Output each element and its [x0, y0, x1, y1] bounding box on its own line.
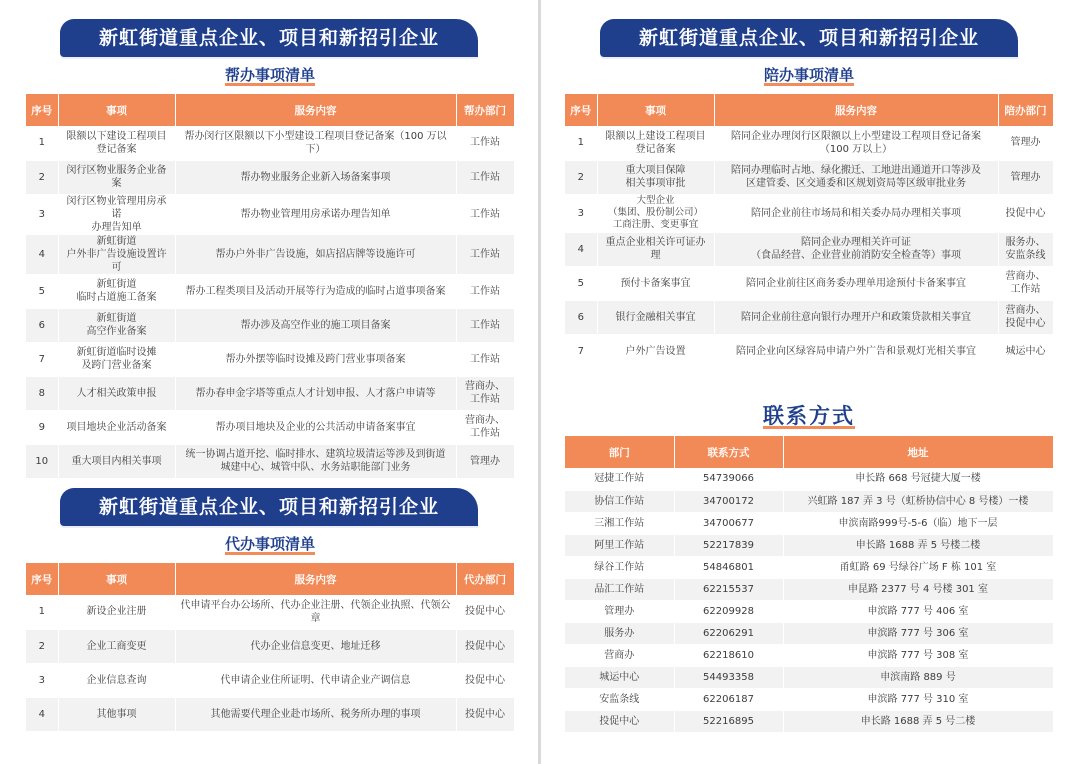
table-cell: 10	[26, 444, 58, 478]
table-row	[565, 334, 1053, 368]
table-cell: 申滨路 777 号 308 室	[783, 644, 1053, 666]
table-cell: 帮办项目地块及企业的公共活动申请备案事宜	[175, 410, 456, 444]
column-header: 服务内容	[175, 563, 456, 595]
table-cell: 5	[565, 266, 597, 300]
table-cell: 管理办	[565, 600, 674, 622]
table-cell: 2	[26, 160, 58, 194]
table-cell: 2	[565, 160, 597, 194]
table-cell: 1	[26, 126, 58, 160]
table-cell: 服务办	[565, 622, 674, 644]
table-cell: 申滨南路 889 号	[783, 666, 1053, 688]
table-cell: 品汇工作站	[565, 578, 674, 600]
table-cell: 1	[26, 595, 58, 629]
table-cell: 6	[565, 300, 597, 334]
table-cell: 营商办	[565, 644, 674, 666]
table-cell: 申滨路 777 号 406 室	[783, 600, 1053, 622]
table-cell: 投促中心	[456, 629, 514, 663]
column-header: 事项	[58, 94, 175, 126]
table-cell: 52217839	[674, 534, 783, 556]
table-cell: 代申请企业住所证明、代申请企业产调信息	[175, 663, 456, 697]
table-cell: 54493358	[674, 666, 783, 688]
table-cell: 工作站	[456, 274, 514, 308]
table-cell: 工作站	[456, 126, 514, 160]
table-cell: 城运中心	[998, 334, 1053, 368]
help-list-title: 帮办事项清单	[224, 66, 315, 84]
table-cell: 银行金融相关事宜	[597, 300, 714, 334]
table-cell: 重大项目内相关事项	[58, 444, 175, 478]
table-cell: 营商办、 工作站	[998, 266, 1053, 300]
table-row	[565, 194, 1053, 232]
table-cell: 新虹街道 户外非广告设施设置许可	[58, 234, 175, 274]
table-row	[26, 342, 514, 376]
table-cell: 帮办春申金字塔等重点人才计划申报、人才落户申请等	[175, 376, 456, 410]
table-cell: 陪同企业办理相关许可证 （食品经营、企业营业前消防安全检查等）事项	[714, 232, 998, 266]
table-row	[26, 126, 514, 160]
table-cell: 兴虹路 187 弄 3 号（虹桥协信中心 8 号楼）一楼	[783, 490, 1053, 512]
table-header-row	[565, 436, 1053, 468]
table-cell: 62209928	[674, 600, 783, 622]
table-cell: 绿谷工作站	[565, 556, 674, 578]
column-header: 序号	[26, 563, 58, 595]
table-row	[565, 534, 1053, 556]
table-row	[565, 160, 1053, 194]
table-cell: 其他需要代理企业赴市场所、税务所办理的事项	[175, 697, 456, 731]
column-header: 服务内容	[175, 94, 456, 126]
table-row	[26, 234, 514, 274]
table-cell: 帮办户外非广告设施，如店招店牌等设施许可	[175, 234, 456, 274]
table-row	[565, 266, 1053, 300]
table-cell: 申滨路 777 号 310 室	[783, 688, 1053, 710]
table-row	[565, 622, 1053, 644]
table-cell: 62206187	[674, 688, 783, 710]
table-cell: 54739066	[674, 468, 783, 490]
table-cell: 新虹街道 高空作业备案	[58, 308, 175, 342]
table-cell: 52216895	[674, 710, 783, 732]
table-cell: 工作站	[456, 194, 514, 234]
table-cell: 帮办涉及高空作业的施工项目备案	[175, 308, 456, 342]
table-cell: 帮办外摆等临时设摊及跨门营业事项备案	[175, 342, 456, 376]
table-cell: 闵行区物业服务企业备案	[58, 160, 175, 194]
table-row	[26, 376, 514, 410]
column-header: 服务内容	[714, 94, 998, 126]
table-cell: 帮办物业管理用房承诺办理告知单	[175, 194, 456, 234]
table-cell: 阿里工作站	[565, 534, 674, 556]
table-cell: 其他事项	[58, 697, 175, 731]
table-cell: 管理办	[998, 126, 1053, 160]
table-cell: 代申请平台办公场所、代办企业注册、代领企业执照、代领公章	[175, 595, 456, 629]
table-cell: 闵行区物业管理用房承诺 办理告知单	[58, 194, 175, 234]
table-row	[26, 595, 514, 629]
column-header: 联系方式	[674, 436, 783, 468]
table-cell: 2	[26, 629, 58, 663]
table-row	[26, 444, 514, 478]
table-cell: 4	[26, 697, 58, 731]
column-header: 序号	[565, 94, 597, 126]
table-cell: 7	[565, 334, 597, 368]
table-cell: 统一协调占道开挖、临时排水、建筑垃圾清运等涉及到街道 城建中心、城管中队、水务站职能部门业务	[175, 444, 456, 478]
table-row	[565, 490, 1053, 512]
table-row	[565, 512, 1053, 534]
table-cell: 34700172	[674, 490, 783, 512]
table-cell: 陪同企业向区绿容局申请户外广告和景观灯光相关事宜	[714, 334, 998, 368]
left-page	[0, 0, 538, 764]
table-cell: 三湘工作站	[565, 512, 674, 534]
table-cell: 3	[565, 194, 597, 232]
table-row	[26, 410, 514, 444]
column-header: 地址	[783, 436, 1053, 468]
table-cell: 3	[26, 194, 58, 234]
table-cell: 代办企业信息变更、地址迁移	[175, 629, 456, 663]
table-cell: 甬虹路 69 号绿谷广场 F 栋 101 室	[783, 556, 1053, 578]
table-cell: 投促中心	[998, 194, 1053, 232]
table-cell: 户外广告设置	[597, 334, 714, 368]
column-header: 事项	[597, 94, 714, 126]
column-header: 代办部门	[456, 563, 514, 595]
table-header-row	[26, 94, 514, 126]
table-cell: 陪同企业前往意向银行办理开户和政策贷款相关事宜	[714, 300, 998, 334]
table-cell: 企业信息查询	[58, 663, 175, 697]
table-cell: 重大项目保障 相关事项审批	[597, 160, 714, 194]
table-cell: 服务办、 安监条线	[998, 232, 1053, 266]
table-cell: 新虹街道临时设摊 及跨门营业备案	[58, 342, 175, 376]
table-cell: 34700677	[674, 512, 783, 534]
table-cell: 工作站	[456, 308, 514, 342]
table-cell: 4	[565, 232, 597, 266]
help-list-table	[26, 94, 515, 479]
table-cell: 申长路 1688 弄 5 号楼二楼	[783, 534, 1053, 556]
column-header: 陪办部门	[998, 94, 1053, 126]
table-row	[26, 629, 514, 663]
table-cell: 3	[26, 663, 58, 697]
agent-list-table	[26, 563, 515, 732]
column-header: 事项	[58, 563, 175, 595]
table-cell: 8	[26, 376, 58, 410]
table-cell: 项目地块企业活动备案	[58, 410, 175, 444]
table-cell: 大型企业 （集团、股份制公司） 工商注册、变更事宜	[597, 194, 714, 232]
table-row	[565, 688, 1053, 710]
table-cell: 1	[565, 126, 597, 160]
table-cell: 工作站	[456, 160, 514, 194]
table-cell: 陪同企业办理闵行区限额以上小型建设工程项目登记备案 （100 万以上）	[714, 126, 998, 160]
table-cell: 5	[26, 274, 58, 308]
table-row	[565, 644, 1053, 666]
table-row	[565, 468, 1053, 490]
table-row	[26, 663, 514, 697]
table-cell: 安监条线	[565, 688, 674, 710]
table-cell: 62215537	[674, 578, 783, 600]
table-cell: 62218610	[674, 644, 783, 666]
table-cell: 工作站	[456, 342, 514, 376]
table-cell: 投促中心	[456, 595, 514, 629]
table-cell: 预付卡备案事宜	[597, 266, 714, 300]
table-row	[565, 300, 1053, 334]
table-cell: 陪同企业前往市场局和相关委办局办理相关事项	[714, 194, 998, 232]
table-row	[26, 308, 514, 342]
table-row	[565, 578, 1053, 600]
table-cell: 投促中心	[456, 663, 514, 697]
table-cell: 投促中心	[565, 710, 674, 732]
table-cell: 申滨南路999号-5-6（临）地下一层	[783, 512, 1053, 534]
table-cell: 6	[26, 308, 58, 342]
table-cell: 协信工作站	[565, 490, 674, 512]
table-cell: 限额以上建设工程项目 登记备案	[597, 126, 714, 160]
table-cell: 管理办	[998, 160, 1053, 194]
table-row	[26, 697, 514, 731]
table-cell: 冠捷工作站	[565, 468, 674, 490]
table-cell: 9	[26, 410, 58, 444]
page-banner-top: 新虹街道重点企业、项目和新招引企业	[60, 19, 478, 57]
right-page	[541, 0, 1080, 764]
table-cell: 7	[26, 342, 58, 376]
table-cell: 重点企业相关许可证办理	[597, 232, 714, 266]
table-cell: 营商办、 工作站	[456, 410, 514, 444]
table-cell: 新设企业注册	[58, 595, 175, 629]
accompany-list-title: 陪办事项清单	[763, 66, 854, 84]
table-row	[26, 160, 514, 194]
table-cell: 帮办物业服务企业新入场备案事项	[175, 160, 456, 194]
table-cell: 申昆路 2377 号 4 号楼 301 室	[783, 578, 1053, 600]
table-cell: 帮办闵行区限额以下小型建设工程项目登记备案（100 万以下）	[175, 126, 456, 160]
table-cell: 帮办工程类项目及活动开展等行为造成的临时占道事项备案	[175, 274, 456, 308]
page-banner-top: 新虹街道重点企业、项目和新招引企业	[600, 19, 1018, 57]
table-cell: 申长路 668 号冠捷大厦一楼	[783, 468, 1053, 490]
table-cell: 城运中心	[565, 666, 674, 688]
table-cell: 申长路 1688 弄 5 号二楼	[783, 710, 1053, 732]
column-header: 序号	[26, 94, 58, 126]
table-row	[565, 600, 1053, 622]
table-cell: 工作站	[456, 234, 514, 274]
table-cell: 申滨路 777 号 306 室	[783, 622, 1053, 644]
table-cell: 62206291	[674, 622, 783, 644]
table-row	[565, 556, 1053, 578]
table-cell: 陪同企业前往区商务委办理单用途预付卡备案事宜	[714, 266, 998, 300]
table-cell: 企业工商变更	[58, 629, 175, 663]
agent-list-title: 代办事项清单	[224, 535, 315, 553]
table-cell: 54846801	[674, 556, 783, 578]
table-row	[26, 274, 514, 308]
table-cell: 陪同办理临时占地、绿化搬迁、工地进出通道开口等涉及 区建管委、区交通委和区规划资局等区级审批业务	[714, 160, 998, 194]
column-header: 部门	[565, 436, 674, 468]
table-row	[565, 232, 1053, 266]
table-row	[565, 666, 1053, 688]
table-cell: 新虹街道 临时占道施工备案	[58, 274, 175, 308]
table-cell: 管理办	[456, 444, 514, 478]
accompany-list-table	[565, 94, 1054, 369]
column-header: 帮办部门	[456, 94, 514, 126]
table-header-row	[565, 94, 1053, 126]
table-cell: 投促中心	[456, 697, 514, 731]
table-row	[26, 194, 514, 234]
table-cell: 限额以下建设工程项目 登记备案	[58, 126, 175, 160]
page-banner-bottom: 新虹街道重点企业、项目和新招引企业	[60, 488, 478, 526]
contact-title: 联系方式	[763, 404, 855, 428]
table-cell: 4	[26, 234, 58, 274]
contact-table	[565, 436, 1054, 733]
table-cell: 人才相关政策申报	[58, 376, 175, 410]
table-cell: 营商办、 工作站	[456, 376, 514, 410]
table-cell: 营商办、 投促中心	[998, 300, 1053, 334]
table-row	[565, 710, 1053, 732]
table-row	[565, 126, 1053, 160]
table-header-row	[26, 563, 514, 595]
